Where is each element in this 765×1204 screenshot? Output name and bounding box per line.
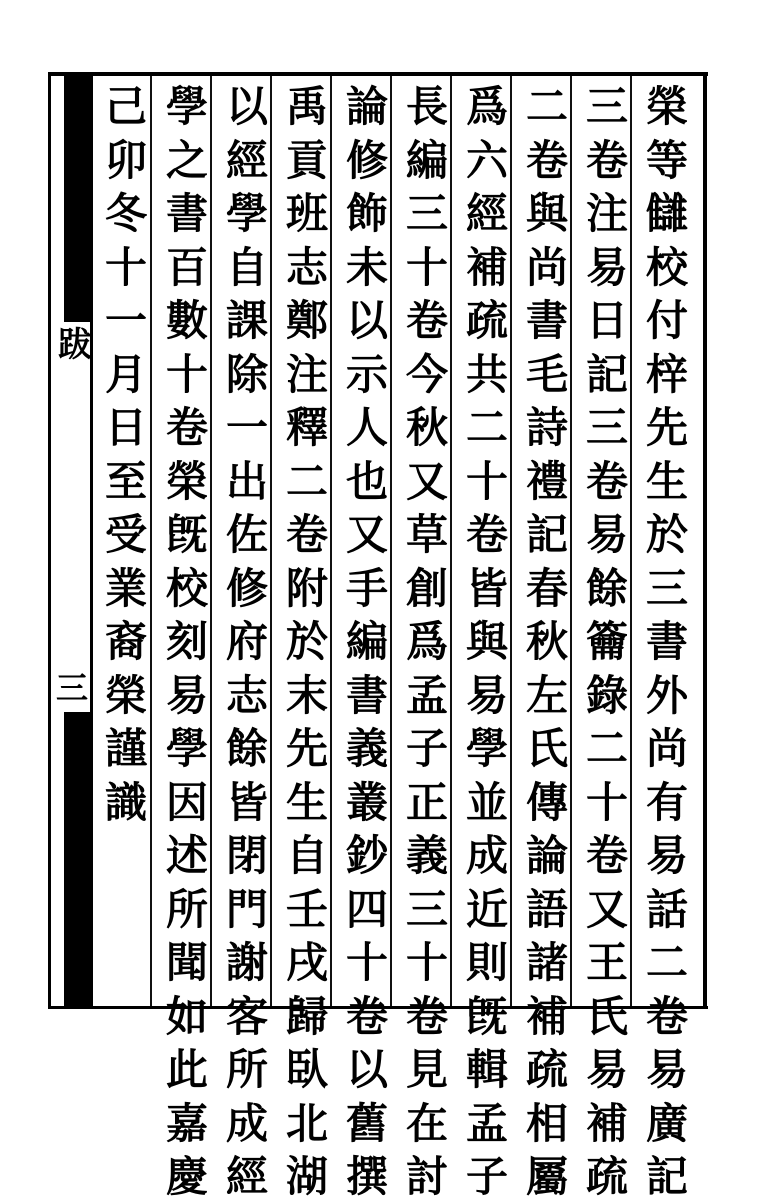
fishtail-margin — [64, 72, 90, 1009]
frame-top-border — [48, 72, 708, 76]
margin-rule — [90, 72, 93, 1009]
text-column-9: 學 之 書 百 數 十 卷 榮 旣 校 刻 易 學 因 述 所 聞 如 此 嘉 慶 — [165, 82, 208, 1201]
text-column-4: 爲 六 經 補 疏 共 二 十 卷 皆 與 易 學 並 成 近 則 旣 輯 孟 子 — [465, 82, 508, 1201]
text-column-6: 論 修 飾 未 以 示 人 也 又 手 編 書 義 叢 鈔 四 十 卷 以 舊 撰 — [345, 82, 388, 1201]
margin-page-number: 三 — [55, 669, 88, 707]
text-column-5: 長 編 三 十 卷 今 秋 又 草 創 爲 孟 子 正 義 三 十 卷 見 在 討 — [405, 82, 448, 1201]
text-column-1: 榮 等 讎 校 付 梓 先 生 於 三 書 外 尚 有 易 話 二 卷 易 廣 記 — [645, 82, 688, 1201]
frame-right-border — [703, 72, 707, 1009]
margin-section-title: 跋 — [58, 325, 92, 365]
text-column-2: 三 卷 注 易 日 記 三 卷 易 餘 籥 錄 二 十 卷 又 王 氏 易 補 疏 — [585, 82, 628, 1201]
text-column-7: 禹 貢 班 志 鄭 注 釋 二 卷 附 於 末 先 生 自 壬 戌 歸 臥 北 湖 — [285, 82, 328, 1201]
frame-left-border — [48, 72, 51, 1009]
margin-black-block-top — [64, 72, 90, 322]
text-column-10: 己 卯 冬 十 一 月 日 至 受 業 裔 榮 謹 識 — [104, 82, 147, 827]
text-column-8: 以 經 學 自 課 除 一 出 佐 修 府 志 餘 皆 閉 門 謝 客 所 成 經 — [225, 82, 268, 1201]
text-column-3: 二 卷 與 尚 書 毛 詩 禮 記 春 秋 左 氏 傳 論 語 諸 補 疏 相 屬 — [525, 82, 568, 1201]
margin-black-block-bottom — [64, 712, 90, 1009]
